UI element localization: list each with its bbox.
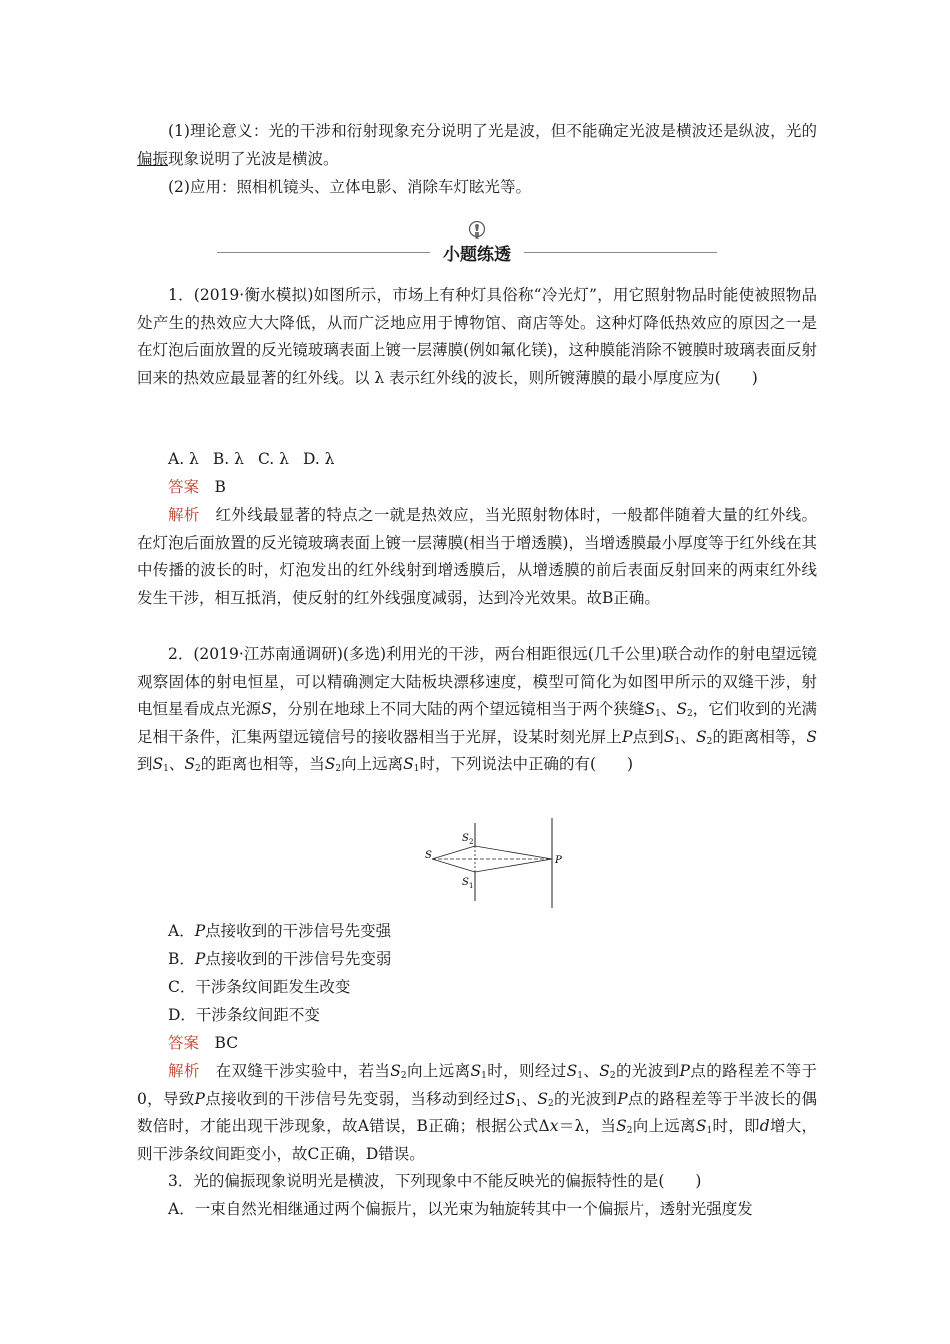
symbol: P (679, 1062, 690, 1080)
header-rule-right (524, 252, 717, 253)
symbol: S (152, 755, 164, 774)
symbol: S (403, 755, 414, 774)
symbol: P (621, 727, 633, 746)
symbol: S (261, 700, 272, 719)
separator: 、 (168, 755, 185, 774)
subscript: 2 (609, 1071, 616, 1081)
header-rule-left (217, 252, 430, 253)
subscript: 1 (481, 1071, 487, 1081)
symbol: P (194, 922, 206, 940)
subscript: 1 (706, 1126, 713, 1137)
ray-s-s1 (432, 859, 475, 872)
label-s2: S (462, 833, 469, 844)
subscript: 2 (687, 709, 693, 720)
symbol: S (537, 1089, 549, 1108)
option-a: A. λ (168, 450, 199, 468)
stem-text: 的距离也相等，当 (200, 755, 325, 774)
underlined-term: 偏振 (137, 149, 169, 168)
question-2-option-d: D．干涉条纹间距不变 (168, 1006, 320, 1024)
question-2-analysis (137, 1058, 817, 1168)
ray-s-s2 (432, 846, 475, 859)
stem-text: 向上远离 (341, 755, 404, 774)
question-3-stem: 3．光的偏振现象说明光是横波，下列现象中不能反映光的偏振特性的是( ) (168, 1172, 702, 1190)
analysis-text: 时，即 (712, 1117, 760, 1136)
symbol: S (663, 727, 675, 746)
option-prefix: A． (168, 922, 195, 940)
analysis-text: 点的路程差等于半波长的偶数倍时，才能出现干涉现象，故A错误，B正确；根据公式Δ (137, 1089, 817, 1136)
analysis-text: 向上远离 (632, 1117, 696, 1136)
question-1-answer (137, 474, 817, 502)
analysis-text: 增大，则干涉条纹间距变小，故C正确，D错误。 (137, 1117, 817, 1163)
option-c: C. λ (257, 450, 289, 468)
double-slit-figure (423, 815, 573, 910)
analysis-label: 解析 (168, 1062, 200, 1080)
intro-text: 现象说明了光波是横波。 (168, 149, 339, 168)
option-b: B. λ (212, 450, 244, 468)
label-s: S (425, 850, 432, 861)
symbol: x (549, 1117, 559, 1136)
intro-paragraph-1 (137, 118, 817, 173)
ray-s2-p (475, 846, 552, 859)
option-text: 点接收到的干涉信号先变弱 (205, 950, 392, 968)
symbol: S (695, 1117, 707, 1136)
question-1-stem: 1．(2019·衡水模拟)如图所示，市场上有种灯具俗称“冷光灯”，用它照射物品时能使被照物品处产生的热效应大大降低，从而广泛地应用于博物馆、商店等处。这种灯降低热效应的原因之一是在灯泡后面放置的反光镜玻璃表面上镀一层薄膜(例如氟化镁)，这种膜能消除不镀膜时玻璃表面反射回来的热效应最显著的红外线。以 λ 表示红外线的波长，则所镀薄膜的最小厚度应为( ) (137, 286, 817, 387)
analysis-text: 点的路程差不等于0，导致 (137, 1062, 817, 1108)
stem-text: 到 (137, 755, 153, 774)
analysis-text: 的光波到 (615, 1062, 680, 1080)
section-title: 小题练透 (443, 245, 511, 265)
question-1-options (137, 446, 817, 474)
subscript: 1 (655, 709, 661, 720)
stem-text: ，它们收到的光满足相干条件，汇集两望远镜信号的接收器相当于光屏，设某时刻光屏上 (137, 700, 817, 746)
subscript: 1 (674, 736, 681, 747)
symbol: S (806, 727, 817, 746)
question-2-answer (137, 1030, 817, 1058)
lightbulb-icon (468, 221, 486, 241)
subscript: 2 (195, 764, 201, 775)
label-s1-sub: 1 (469, 882, 474, 890)
symbol: d (759, 1117, 770, 1136)
section-header (217, 221, 717, 265)
separator: 、 (680, 727, 696, 746)
subscript: 1 (413, 764, 420, 775)
option-text: 点接收到的干涉信号先变强 (205, 922, 392, 940)
separator: 、 (521, 1089, 538, 1108)
answer-label: 答案 (168, 1034, 200, 1052)
analysis-text: 向上远离 (406, 1062, 471, 1080)
symbol: P (194, 1089, 205, 1108)
symbol: S (599, 1062, 610, 1080)
intro-text: (1)理论意义：光的干涉和衍射现象充分说明了光是波，但不能确定光波是横波还是纵波，光的 (168, 122, 817, 140)
symbol: S (184, 755, 196, 774)
symbol: S (616, 1117, 627, 1136)
analysis-text: 红外线最显著的特点之一就是热效应，当光照射物体时，一般都伴随着大量的红外线。在灯泡后面放置的反光镜玻璃表面上镀一层薄膜(相当于增透膜)，当增透膜最小厚度等于红外线在其中传播的波长的时，灯泡发出的红外线射到增透膜后，从增透膜的前后表面反射回来的两束红外线发生干涉，相互抵消，使反射的红外线强度减弱，达到冷光效果。故B正确。 (137, 506, 817, 607)
analysis-text: 在双缝干涉实验中，若当 (215, 1062, 391, 1080)
symbol: S (390, 1062, 401, 1080)
stem-text: 2．(2019·江苏南通调研)(多选)利用光的干涉，两台相距很远(几千公里)联合动作的射电望远镜观察固体的射电恒星，可以精确测定大陆板块漂移速度，模型可简化为如图甲所示的双缝干涉，射电恒星看成点光源 (137, 645, 817, 719)
question-1-analysis (137, 502, 817, 612)
analysis-text: 的光波到 (553, 1089, 618, 1108)
option-prefix: B． (168, 950, 195, 968)
symbol: S (470, 1062, 482, 1080)
subscript: 1 (515, 1098, 522, 1109)
analysis-label: 解析 (168, 506, 200, 524)
subscript: 1 (163, 764, 169, 775)
stem-text: ，分别在地球上不同大陆的两个望远镜相当于两个狭缝 (271, 700, 645, 719)
stem-text: 的距离相等， (712, 727, 807, 746)
answer-value: BC (214, 1034, 239, 1052)
subscript: 1 (577, 1071, 584, 1081)
symbol: P (194, 950, 206, 968)
option-d: D. λ (302, 450, 335, 468)
subscript: 2 (400, 1071, 407, 1081)
subscript: 2 (706, 736, 713, 747)
symbol: S (324, 755, 336, 774)
subscript: 2 (548, 1098, 554, 1109)
analysis-text: 点接收到的干涉信号先变弱，当移动到经过 (204, 1089, 505, 1108)
separator: 、 (583, 1062, 600, 1080)
symbol: S (505, 1089, 516, 1108)
question-3-option-a: A．一束自然光相继通过两个偏振片，以光束为轴旋转其中一个偏振片，透射光强度发 (168, 1200, 753, 1218)
label-p: P (555, 855, 562, 866)
intro-paragraph-2: (2)应用：照相机镜头、立体电影、消除车灯眩光等。 (168, 178, 531, 196)
analysis-text: ＝λ，当 (558, 1117, 617, 1136)
stem-text: 时，下列说法中正确的有( ) (419, 755, 634, 774)
separator: 、 (660, 700, 677, 719)
question-2-option-a (137, 918, 817, 946)
answer-label: 答案 (168, 478, 200, 496)
symbol: S (644, 700, 656, 719)
symbol: P (617, 1089, 628, 1108)
question-2-option-c: C．干涉条纹间距发生改变 (168, 978, 351, 996)
question-2-stem (137, 641, 817, 779)
answer-value: B (214, 478, 226, 496)
label-s2-sub: 2 (469, 838, 474, 846)
ray-s1-p (475, 859, 552, 872)
subscript: 2 (335, 764, 342, 775)
question-2-option-b (137, 946, 817, 974)
symbol: S (566, 1062, 578, 1080)
stem-text: 点到 (632, 727, 664, 746)
subscript: 2 (626, 1126, 633, 1137)
label-s1: S (462, 877, 469, 888)
symbol: S (676, 700, 688, 719)
analysis-text: 时，则经过 (486, 1062, 567, 1080)
symbol: S (695, 727, 707, 746)
